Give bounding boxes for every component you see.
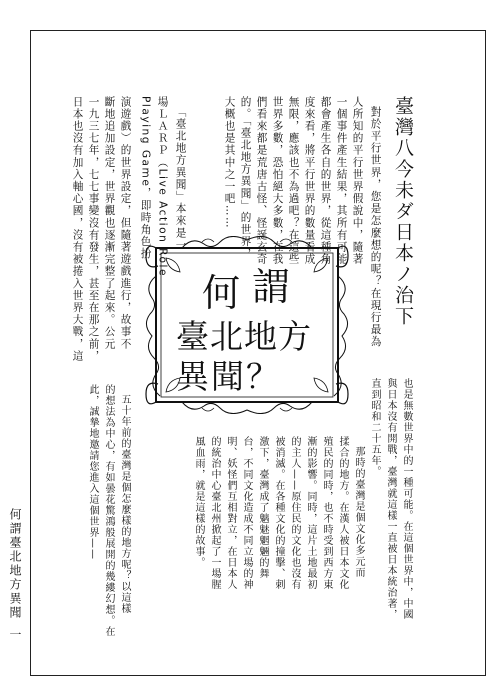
taiwan-line: 漸的影響。同時，這片土地最初 bbox=[305, 436, 316, 590]
intro-line: 們看來都是荒唐古怪、怪誕玄奇 bbox=[255, 96, 268, 266]
game-intro-line: 「臺北地方異聞」本來是一 bbox=[174, 106, 187, 252]
intro-line: 都會產生各自的世界，從這種角 bbox=[319, 96, 332, 266]
game-intro-line: 日本也沒有加入軸心國，沒有被捲入世界大戰，這 bbox=[71, 96, 84, 363]
upper-left-line: 直到昭和二十五年。 bbox=[369, 378, 380, 477]
ornament-title-line-2: 臺北地方 bbox=[176, 317, 312, 356]
taiwan-line: 的統治中心臺北州掀起了一場腥 bbox=[209, 436, 220, 590]
intro-line: 世界多數，恐怕絕大多數，在我 bbox=[271, 96, 284, 266]
ornament-title-line-3: 異聞？ bbox=[176, 357, 281, 396]
ornament-title-char-2: 謂 bbox=[252, 265, 291, 309]
intro-line: 無限，應該也不為過吧？在這些 bbox=[287, 96, 300, 266]
ornamental-title-block bbox=[142, 236, 352, 414]
intro-line: 人所知的平行世界假說中，隨著 bbox=[351, 96, 364, 266]
intro-line: 一個事件產生結果，其所有可能 bbox=[335, 96, 348, 266]
closing-line: 五十年前的臺灣是個怎麼樣的地方呢？以這樣 bbox=[119, 394, 130, 614]
upper-left-line: 也是無數世界中的一種可能。在這個世界中，中國 bbox=[401, 378, 412, 620]
game-intro-line: 斷地追加設定，世界觀也逐漸完整了起來。公元 bbox=[103, 96, 116, 351]
taiwan-line: 台，不同文化造成不同立場的神 bbox=[241, 436, 252, 590]
taiwan-line: 激下，臺灣成了魑魅魍魎的舞 bbox=[257, 436, 268, 579]
game-intro-line: 一九三七年，七七事變沒有發生，甚至在那之前， bbox=[87, 96, 100, 363]
article-title: 臺灣八今未ダ日本ノ治下 bbox=[392, 96, 414, 327]
taiwan-line: 明、妖怪們互相對立，在日本人 bbox=[225, 436, 236, 590]
taiwan-line: 揉合的地方。在漢人被日本文化 bbox=[337, 436, 348, 590]
closing-line: 此，誠摯地邀請您進入這個世界—— bbox=[87, 384, 98, 560]
intro-line: 對於平行世界，您是怎麼想的呢？在現行最為 bbox=[369, 106, 382, 348]
intro-line: 度來看，將平行世界的數量看成 bbox=[303, 96, 316, 266]
page-number: 一 bbox=[8, 628, 22, 642]
taiwan-line: 風血雨，就是這樣的故事。 bbox=[193, 436, 204, 568]
closing-line: 的想法為中心，有如曇花驚鴻般展開的幾縷幻想。在 bbox=[103, 384, 114, 637]
game-intro-line: 演遊戲）的世界設定，但隨著遊戲進行，故事不 bbox=[119, 96, 132, 351]
taiwan-line: 那時的臺灣是個文化多元而 bbox=[353, 446, 364, 578]
game-intro-line: Playing Game，即時角色扮 bbox=[139, 96, 152, 260]
taiwan-line: 殖民的同時，也不時受到西方東 bbox=[321, 436, 332, 590]
game-intro-line: 場ＬＡＲＰ（Live Action Role bbox=[156, 96, 169, 277]
upper-left-line: 與日本沒有開戰，臺灣就這樣一直被日本統治著， bbox=[385, 378, 396, 620]
intro-line: 大概也是其中之一吧…… bbox=[223, 96, 236, 230]
taiwan-line: 的主人——原住民的文化也沒有 bbox=[289, 436, 300, 590]
ornament-title-char-1: 何 bbox=[202, 271, 241, 315]
taiwan-line: 被消滅。在各種文化的撞擊、刺 bbox=[273, 436, 284, 590]
intro-line: 的。「臺北地方異聞」的世界， bbox=[239, 96, 252, 261]
running-title: 何謂臺北地方異聞 bbox=[8, 508, 22, 620]
